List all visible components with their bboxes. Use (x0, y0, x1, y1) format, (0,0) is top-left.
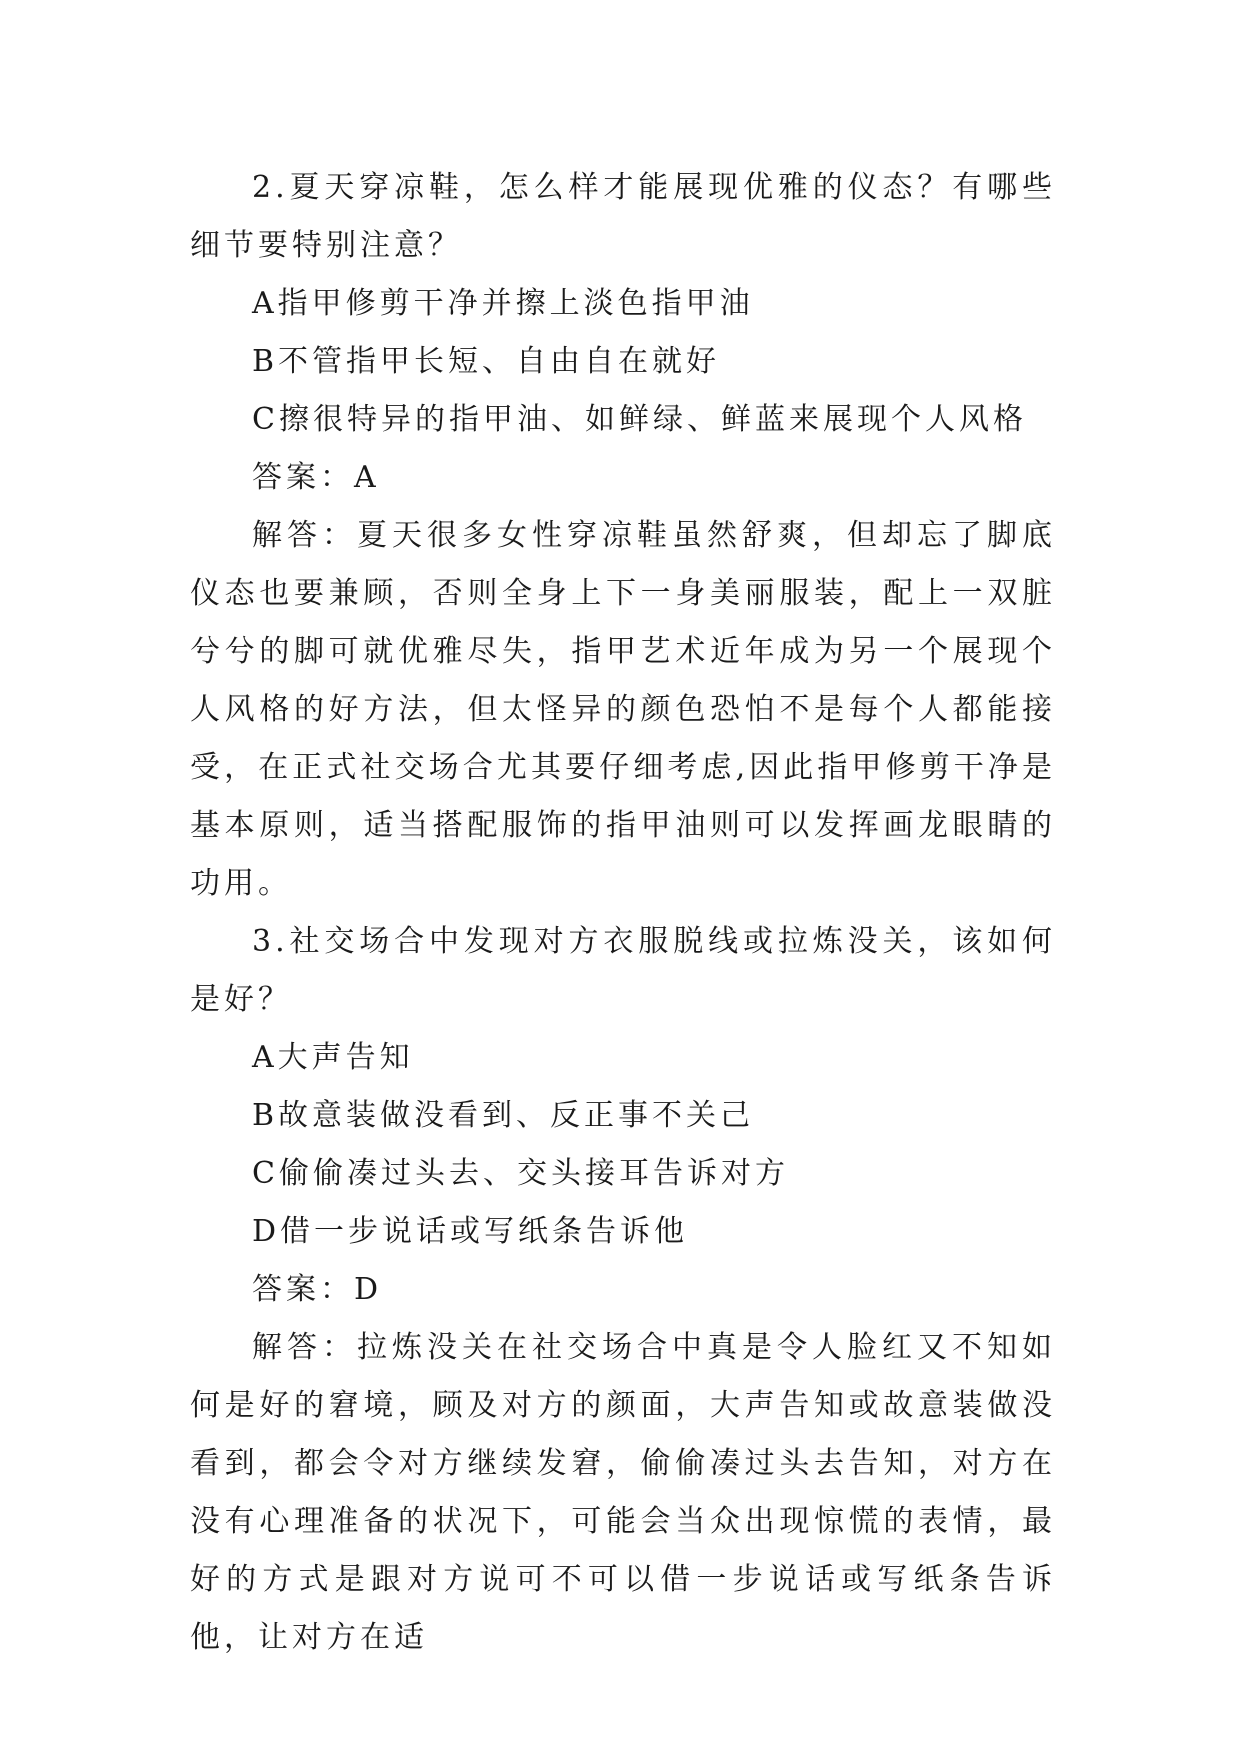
q3-answer: 答案：D (252, 1272, 383, 1307)
q2-explanation: 解答：夏天很多女性穿凉鞋虽然舒爽，但却忘了脚底仪态也要兼顾，否则全身上下一身美丽服装，配上一双脏兮兮的脚可就优雅尽失，指甲艺术近年成为另一个展现个人风格的好方法，但太怪异的颜色恐怕不是每个人都能接受，在正式社交场合尤其要仔细考虑,因此指甲修剪干净是基本原则，适当搭配服饰的指甲油则可以发挥画龙眼睛的功用。 (190, 518, 1056, 901)
q3-option-d: D借一步说话或写纸条告诉他 (252, 1214, 689, 1249)
q3-option-c: C偷偷凑过头去、交头接耳告诉对方 (252, 1156, 789, 1191)
question-3: 3.社交场合中发现对方衣服脱线或拉炼没关，该如何是好？ (190, 924, 1056, 1017)
q2-answer: 答案：A (252, 460, 380, 495)
q3-option-b: B故意装做没看到、反正事不关己 (252, 1098, 755, 1133)
question-2: 2.夏天穿凉鞋，怎么样才能展现优雅的仪态？有哪些细节要特别注意？ (190, 170, 1056, 263)
q3-option-a: A大声告知 (252, 1040, 414, 1075)
q2-option-a: A指甲修剪干净并擦上淡色指甲油 (252, 286, 754, 321)
q2-option-c: C擦很特异的指甲油、如鲜绿、鲜蓝来展现个人风格 (252, 402, 1027, 437)
document-body (190, 159, 1056, 1667)
q3-explanation: 解答：拉炼没关在社交场合中真是令人脸红又不知如何是好的窘境，顾及对方的颜面，大声告知或故意装做没看到，都会令对方继续发窘，偷偷凑过头去告知，对方在没有心理准备的状况下，可能会当众出现惊慌的表情，最好的方式是跟对方说可不可以借一步说话或写纸条告诉他，让对方在适 (190, 1330, 1056, 1655)
q2-option-b: B不管指甲长短、自由自在就好 (252, 344, 721, 379)
